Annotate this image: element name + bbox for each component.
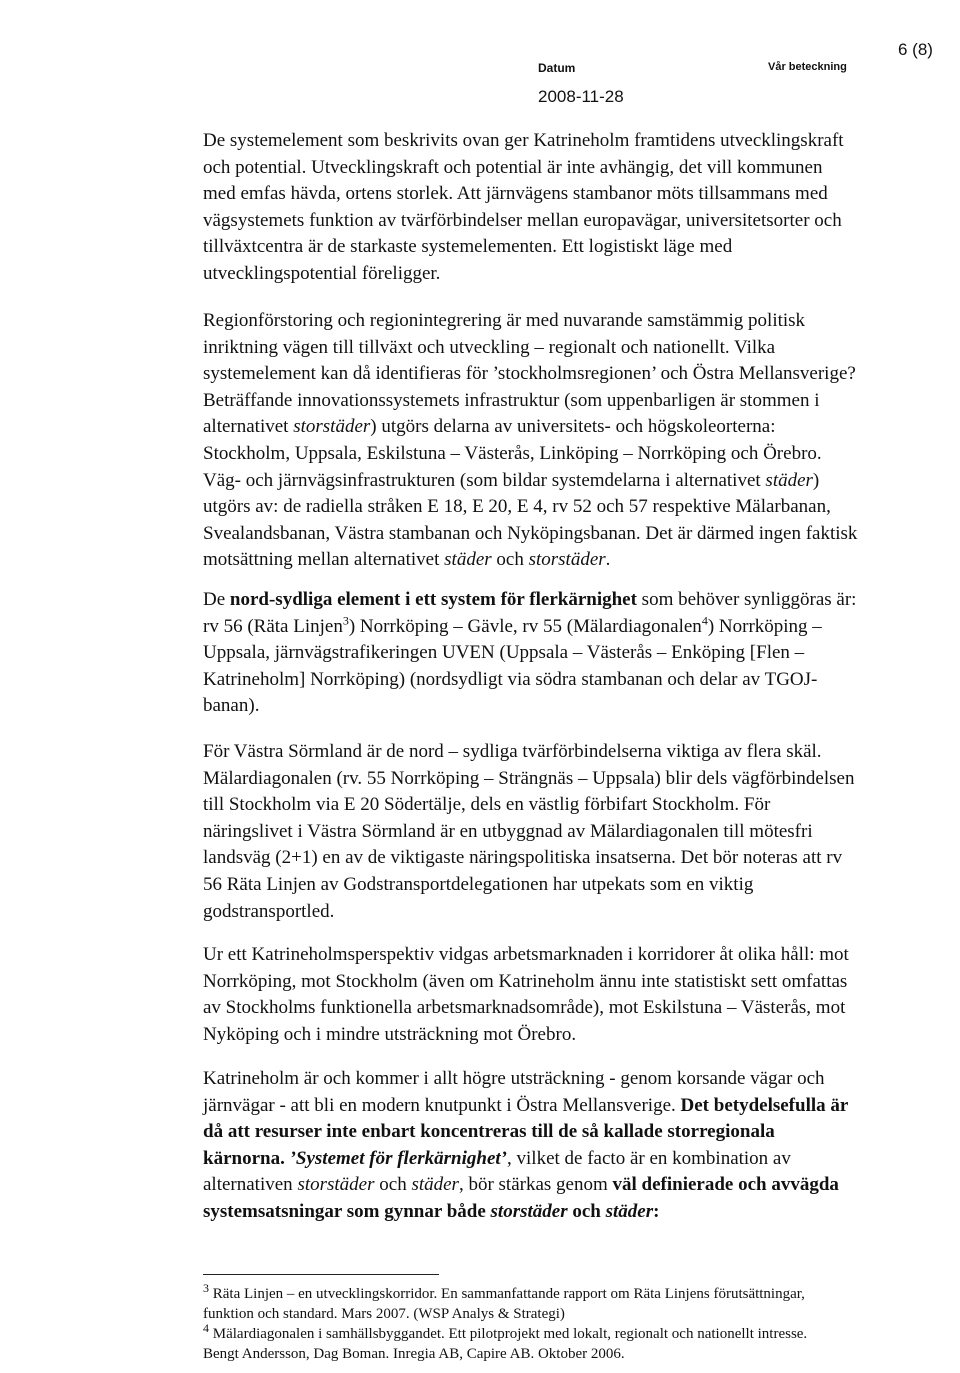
paragraph-1 — [203, 128, 948, 288]
text-line — [203, 614, 948, 641]
text-line — [203, 1199, 948, 1226]
text-line: Katrineholm är och kommer i allt högre utsträckning - genom korsande vägar och — [203, 1068, 825, 1089]
footnote-ref-4[interactable]: 4 — [701, 613, 708, 628]
text-line: systemelement kan då identifieras för ’stockholmsregionen’ och Östra Mellansverige? — [203, 363, 856, 385]
footnotes — [203, 1281, 948, 1364]
bold-phrase: väl definierade och avvägda — [612, 1174, 839, 1196]
text-line: 56 Räta Linjen av Godstransportdelegationen har utpekats som en viktig — [203, 873, 754, 895]
text-line: godstransportled. — [203, 900, 335, 922]
footnote-text-line: funktion och standard. Mars 2007. (WSP Analys & Strategi) — [203, 1306, 565, 1322]
footnote-4 — [203, 1321, 948, 1344]
text-span: järnvägar - att bli en modern knutpunkt i Östra Mellansverige. — [203, 1094, 681, 1116]
bold-phrase: : — [653, 1200, 660, 1222]
text-span: ) utgörs delarna av universitets- och högskoleorterna: — [370, 416, 776, 438]
text-line — [203, 1119, 948, 1146]
text-line: tillväxtcentra är de starkaste systemelementen. Ett logistiskt läge med — [203, 236, 733, 258]
italic-term: städer — [765, 469, 813, 491]
text-line — [203, 414, 948, 441]
footnote-divider — [203, 1274, 439, 1275]
text-line — [203, 587, 948, 614]
footnote-number: 3 — [203, 1281, 209, 1295]
bold-phrase: Det betydelsefulla är — [680, 1094, 849, 1116]
text-span: Väg- och järnvägsinfrastrukturen (som bildar systemdelarna i alternativet — [203, 469, 766, 491]
text-line: Svealandsbanan, Västra stambanan och Nyköpingsbanan. Det är därmed ingen faktisk — [203, 522, 858, 544]
text-line: Stockholm, Uppsala, Eskilstuna – Västerås, Linköping – Norrköping och Örebro. — [203, 442, 822, 464]
bold-phrase: nord-sydliga element i ett system för flerkärnighet — [229, 589, 637, 610]
page-number: 6 (8) — [898, 40, 933, 59]
text-line: av Stockholms funktionella arbetsmarknadsområde), mot Eskilstuna – Västerås, mot — [203, 997, 846, 1019]
text-line: Katrineholm] Norrköping) (nordsydligt via södra stambanan och delar av TGOJ- — [203, 668, 818, 690]
text-line: Regionförstoring och regionintegrering är med nuvarande samstämmig politisk — [203, 310, 806, 331]
text-line: inriktning vägen till tillväxt och utveckling – regionalt och nationellt. Vilka — [203, 336, 776, 358]
text-line: landsväg (2+1) en av de viktigaste näringspolitiska insatserna. Det bör noteras att rv — [203, 847, 843, 869]
text-span: ) — [812, 469, 820, 491]
text-span: , bör stärkas genom — [458, 1174, 613, 1196]
text-span: ) Norrköping – — [707, 615, 822, 637]
footnote-ref-3[interactable]: 3 — [342, 613, 349, 628]
text-span: . — [605, 549, 611, 571]
text-span: De — [203, 589, 230, 610]
reference-label: Vår beteckning — [768, 61, 847, 73]
text-line: vägsystemets funktion av tvärförbindelser mellan europavägar, universitetsorter och — [203, 209, 842, 231]
italic-term: storstäder — [528, 549, 606, 571]
text-line — [203, 1093, 948, 1120]
paragraph-5 — [203, 942, 948, 1048]
date-value: 2008-11-28 — [538, 87, 624, 106]
bold-italic-term: storstäder — [490, 1200, 568, 1222]
italic-term: städer — [444, 549, 492, 571]
text-line: Norrköping, mot Stockholm (även om Katrineholm ännu inte statistiskt sett omfattas — [203, 970, 848, 992]
text-line: utgörs av: de radiella stråken E 18, E 20, E 4, rv 52 och 57 respektive Mälarbanan, — [203, 496, 831, 518]
text-line: Mälardiagonalen (rv. 55 Norrköping – Strängnäs – Uppsala) blir dels vägförbindelsen — [203, 767, 855, 789]
text-line: och potential. Utvecklingskraft och potential är inte avhängig, det vill kommunen — [203, 156, 823, 178]
text-line: Nyköping och i mindre utsträckning mot Örebro. — [203, 1023, 577, 1045]
italic-term: städer — [411, 1174, 459, 1196]
text-line: banan). — [203, 695, 260, 717]
footnote-3 — [203, 1281, 948, 1304]
text-line: näringslivet i Västra Sörmland är en utbyggnad av Mälardiagonalen till mötesfri — [203, 820, 813, 842]
date-label: Datum — [538, 61, 576, 75]
paragraph-4 — [203, 739, 948, 925]
bold-phrase: systemsatsningar som gynnar både — [203, 1200, 491, 1222]
text-line: Beträffande innovationssystemets infrastruktur (som uppenbarligen är stommen i — [203, 389, 820, 411]
bold-phrase: då att resurser inte enbart koncentreras till de så kallade storregionala — [203, 1121, 775, 1143]
footnote-number: 4 — [203, 1321, 209, 1335]
text-line: De systemelement som beskrivits ovan ger Katrineholm framtidens utvecklingskraft — [203, 130, 844, 151]
text-span: motsättning mellan alternativet — [203, 549, 445, 571]
paragraph-2 — [203, 308, 948, 574]
text-span: alternativet — [203, 416, 294, 438]
text-line: utvecklingspotential föreligger. — [203, 262, 441, 284]
footnote-text-line: Bengt Andersson, Dag Boman. Inregia AB, Capire AB. Oktober 2006. — [203, 1346, 625, 1362]
footnote-text: Räta Linjen – en utvecklingskorridor. En sammanfattande rapport om Räta Linjens förutsättningar, — [209, 1286, 805, 1302]
italic-term: storstäder — [293, 416, 371, 438]
text-line — [203, 468, 948, 495]
bold-phrase: kärnorna. — [203, 1147, 290, 1169]
text-span: rv 56 (Räta Linjen — [203, 615, 343, 637]
text-span: ) Norrköping – Gävle, rv 55 (Mälardiagonalen — [348, 615, 702, 637]
text-line: till Stockholm via E 20 Södertälje, dels en västlig förbifart Stockholm. För — [203, 794, 771, 816]
bold-phrase: och — [567, 1200, 606, 1222]
paragraph-3 — [203, 587, 948, 720]
text-line: Ur ett Katrineholmsperspektiv vidgas arbetsmarknaden i korridorer åt olika håll: mot — [203, 944, 849, 965]
footnote-text: Mälardiagonalen i samhällsbyggandet. Ett pilotprojekt med lokalt, regionalt och nationellt intresse. — [209, 1326, 808, 1342]
bold-italic-phrase: ’Systemet för flerkärnighet’ — [289, 1147, 508, 1169]
text-line: Uppsala, järnvägstrafikeringen UVEN (Uppsala – Västerås – Enköping [Flen – — [203, 642, 805, 664]
text-line: med emfas hävda, ortens storlek. Att järnvägens stambanor möts tillsammans med — [203, 183, 828, 205]
text-line — [203, 1146, 948, 1173]
text-span: och — [374, 1174, 412, 1196]
bold-italic-term: städer — [605, 1200, 654, 1222]
paragraph-6 — [203, 1066, 948, 1226]
text-span: och — [491, 549, 529, 571]
text-line — [203, 1172, 948, 1199]
text-line: För Västra Sörmland är de nord – sydliga tvärförbindelserna viktiga av flera skäl. — [203, 741, 822, 762]
text-span: som behöver synliggöras är: — [636, 589, 857, 610]
italic-term: storstäder — [297, 1174, 375, 1196]
text-span: alternativen — [203, 1174, 298, 1196]
text-line — [203, 547, 948, 574]
text-span: , vilket de facto är en kombination av — [507, 1147, 791, 1169]
